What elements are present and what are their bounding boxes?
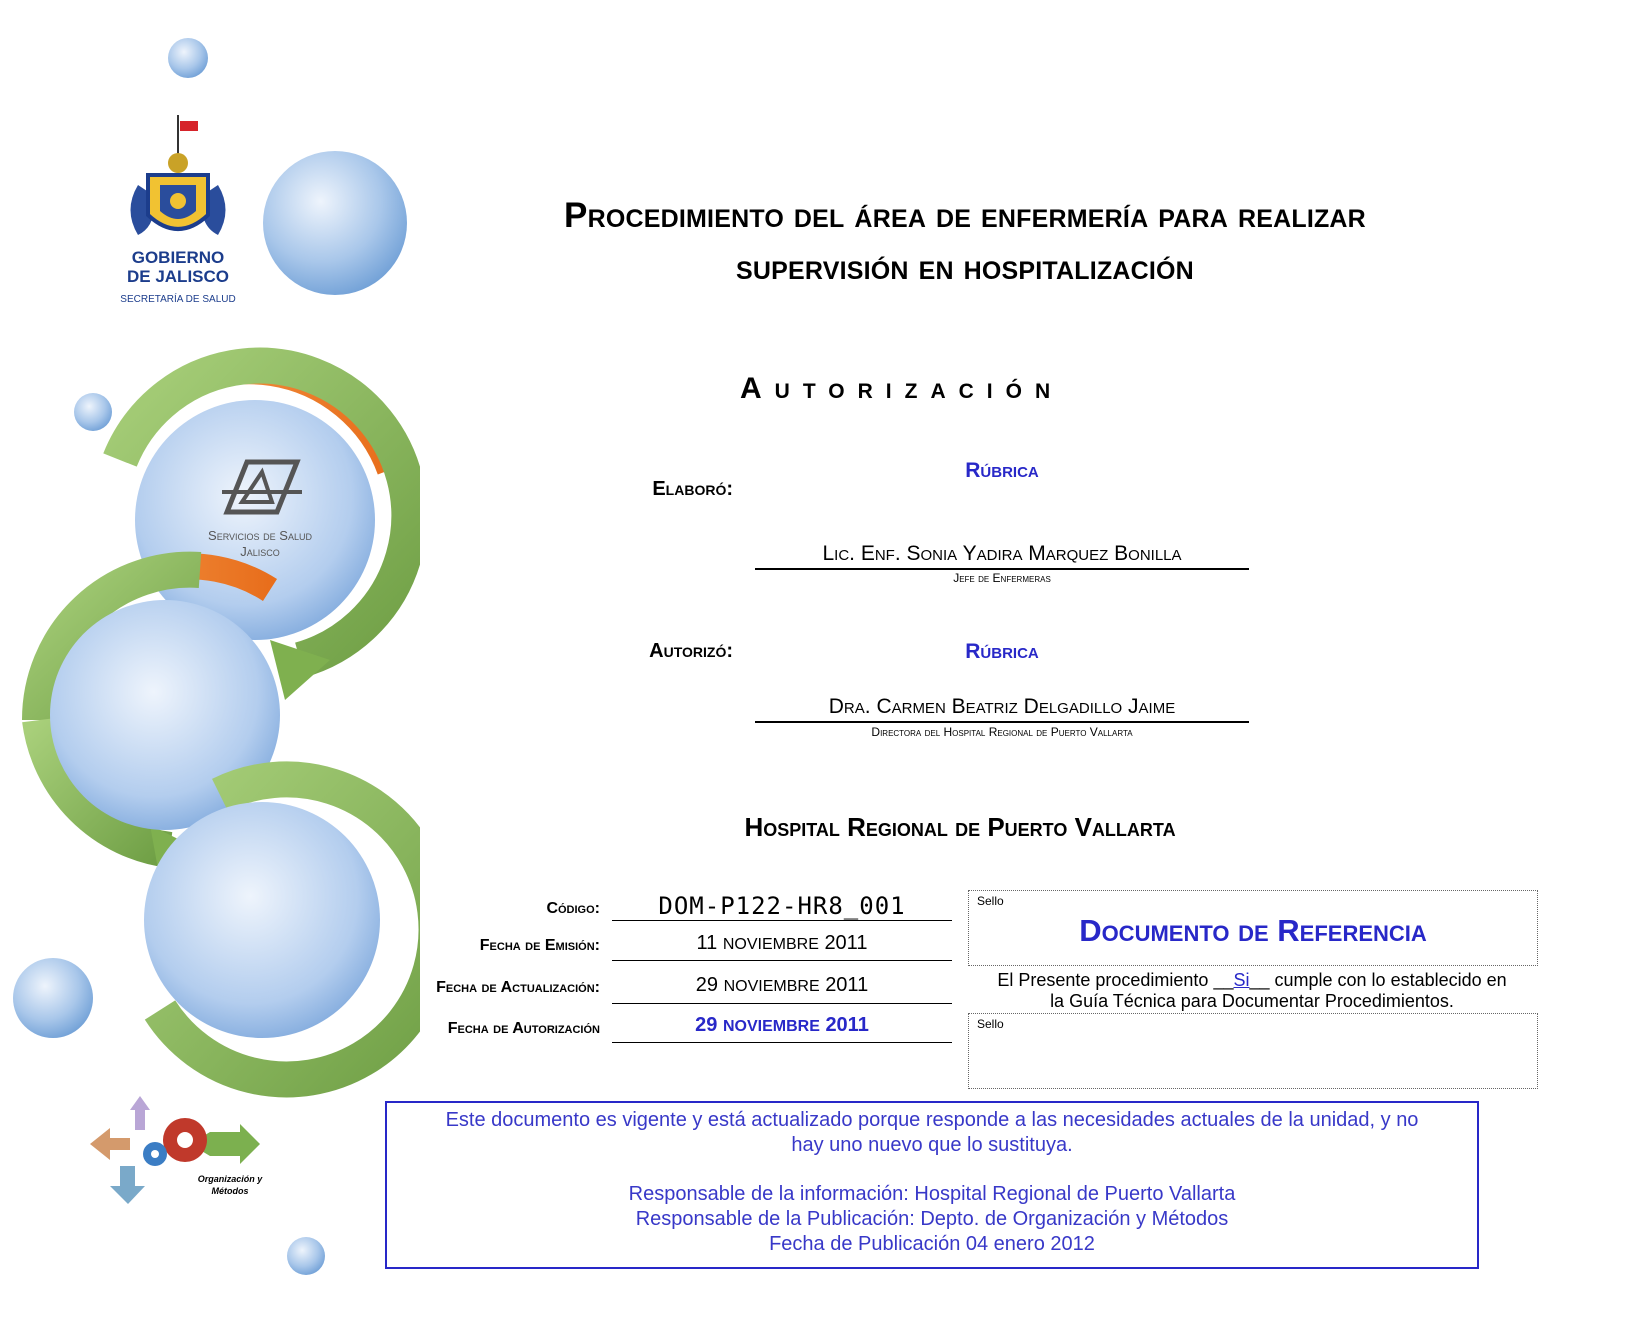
autorizacion-day: 29 bbox=[695, 1014, 718, 1036]
elaboro-position: Jefe de Enfermeras bbox=[953, 571, 1051, 585]
reference-title: Documento de Referencia bbox=[1079, 913, 1427, 948]
autorizacion-value bbox=[612, 1014, 952, 1043]
bubble-3 bbox=[13, 958, 93, 1038]
om-logo bbox=[90, 1096, 280, 1206]
autorizo-rubrica: Rúbrica bbox=[965, 640, 1039, 663]
ssj-emblem-icon bbox=[217, 452, 307, 518]
ssj-logo bbox=[180, 452, 340, 562]
ssj-logo-line2: Jalisco bbox=[240, 544, 280, 559]
footer-line3: Responsable de la información: Hospital Regional de Puerto Vallarta bbox=[628, 1183, 1236, 1205]
bubble-1 bbox=[168, 38, 208, 78]
compliance-line1 bbox=[968, 970, 1536, 991]
footer-line2: hay uno nuevo que lo sustituya. bbox=[791, 1134, 1073, 1156]
validity-footer bbox=[385, 1101, 1479, 1269]
bubble-4 bbox=[287, 1237, 325, 1275]
gov-jalisco-logo bbox=[108, 115, 248, 310]
emision-day: 11 bbox=[696, 932, 718, 954]
gov-logo-line2: DE JALISCO bbox=[126, 267, 230, 286]
elaboro-rubrica: Rúbrica bbox=[965, 459, 1039, 482]
footer-line4: Responsable de la Publicación: Depto. de Organización y Métodos bbox=[635, 1208, 1229, 1230]
compliance-line2: la Guía Técnica para Documentar Procedimientos. bbox=[1050, 991, 1454, 1011]
title-line2: supervisión en hospitalización bbox=[736, 248, 1194, 287]
elaboro-name: Lic. Enf. Sonia Yadira Marquez Bonilla bbox=[755, 542, 1249, 570]
bubble-5 bbox=[263, 151, 407, 295]
footer-line1: Este documento es vigente y está actualizado porque responde a las necesidades actuales de la unidad, y no bbox=[445, 1109, 1419, 1131]
actualizacion-day: 29 bbox=[695, 974, 719, 996]
emision-label: Fecha de Emisión: bbox=[479, 937, 600, 954]
bubble-2 bbox=[74, 393, 112, 431]
actualizacion-label: Fecha de Actualización: bbox=[436, 979, 600, 996]
reference-seal-box bbox=[968, 890, 1538, 966]
footer-line5: Fecha de Publicación 04 enero 2012 bbox=[769, 1233, 1095, 1255]
emision-month: NOVIEMBRE bbox=[722, 936, 819, 953]
document-title bbox=[420, 190, 1510, 294]
gov-logo-line3: SECRETARÍA DE SALUD bbox=[120, 294, 236, 305]
compliance-si: Si bbox=[1233, 970, 1250, 990]
codigo-value: DOM-P122-HR8_001 bbox=[612, 892, 952, 921]
gov-logo-line1: GOBIERNO bbox=[131, 248, 225, 267]
autorizacion-month: NOVIEMBRE bbox=[722, 1018, 820, 1035]
emision-value bbox=[612, 932, 952, 961]
compliance-after: __ cumple con lo establecido en bbox=[1249, 970, 1507, 990]
autorizacion-label: Fecha de Autorización bbox=[447, 1020, 600, 1037]
actualizacion-year: 2011 bbox=[825, 974, 869, 996]
actualizacion-month: NOVIEMBRE bbox=[723, 978, 820, 995]
hospital-name: Hospital Regional de Puerto Vallarta bbox=[744, 812, 1176, 842]
ssj-logo-line1: Servicios de Salud bbox=[208, 528, 312, 543]
autorizo-label: Autorizó: bbox=[649, 640, 733, 662]
seal-label-1: Sello bbox=[977, 894, 1004, 908]
compliance-before: El Presente procedimiento __ bbox=[997, 970, 1234, 990]
empty-seal-box bbox=[968, 1013, 1538, 1089]
autorizo-name: Dra. Carmen Beatriz Delgadillo Jaime bbox=[755, 695, 1249, 723]
seal-label-2: Sello bbox=[977, 1017, 1004, 1031]
om-logo-line2: Métodos bbox=[211, 1186, 249, 1196]
title-line1: Procedimiento del área de enfermería para realizar bbox=[564, 196, 1366, 235]
om-logo-line1: Organización y bbox=[197, 1174, 263, 1184]
compliance-statement bbox=[968, 970, 1536, 1012]
codigo-label: Código: bbox=[546, 900, 600, 917]
actualizacion-value bbox=[612, 974, 952, 1004]
elaboro-label: Elaboró: bbox=[652, 478, 733, 500]
autorizacion-year: 2011 bbox=[825, 1014, 869, 1036]
autorizo-position: Directora del Hospital Regional de Puerto Vallarta bbox=[871, 725, 1133, 739]
emision-year: 2011 bbox=[824, 932, 868, 954]
authorization-heading: Autorización bbox=[740, 372, 1064, 405]
coat-of-arms-icon bbox=[108, 115, 248, 245]
